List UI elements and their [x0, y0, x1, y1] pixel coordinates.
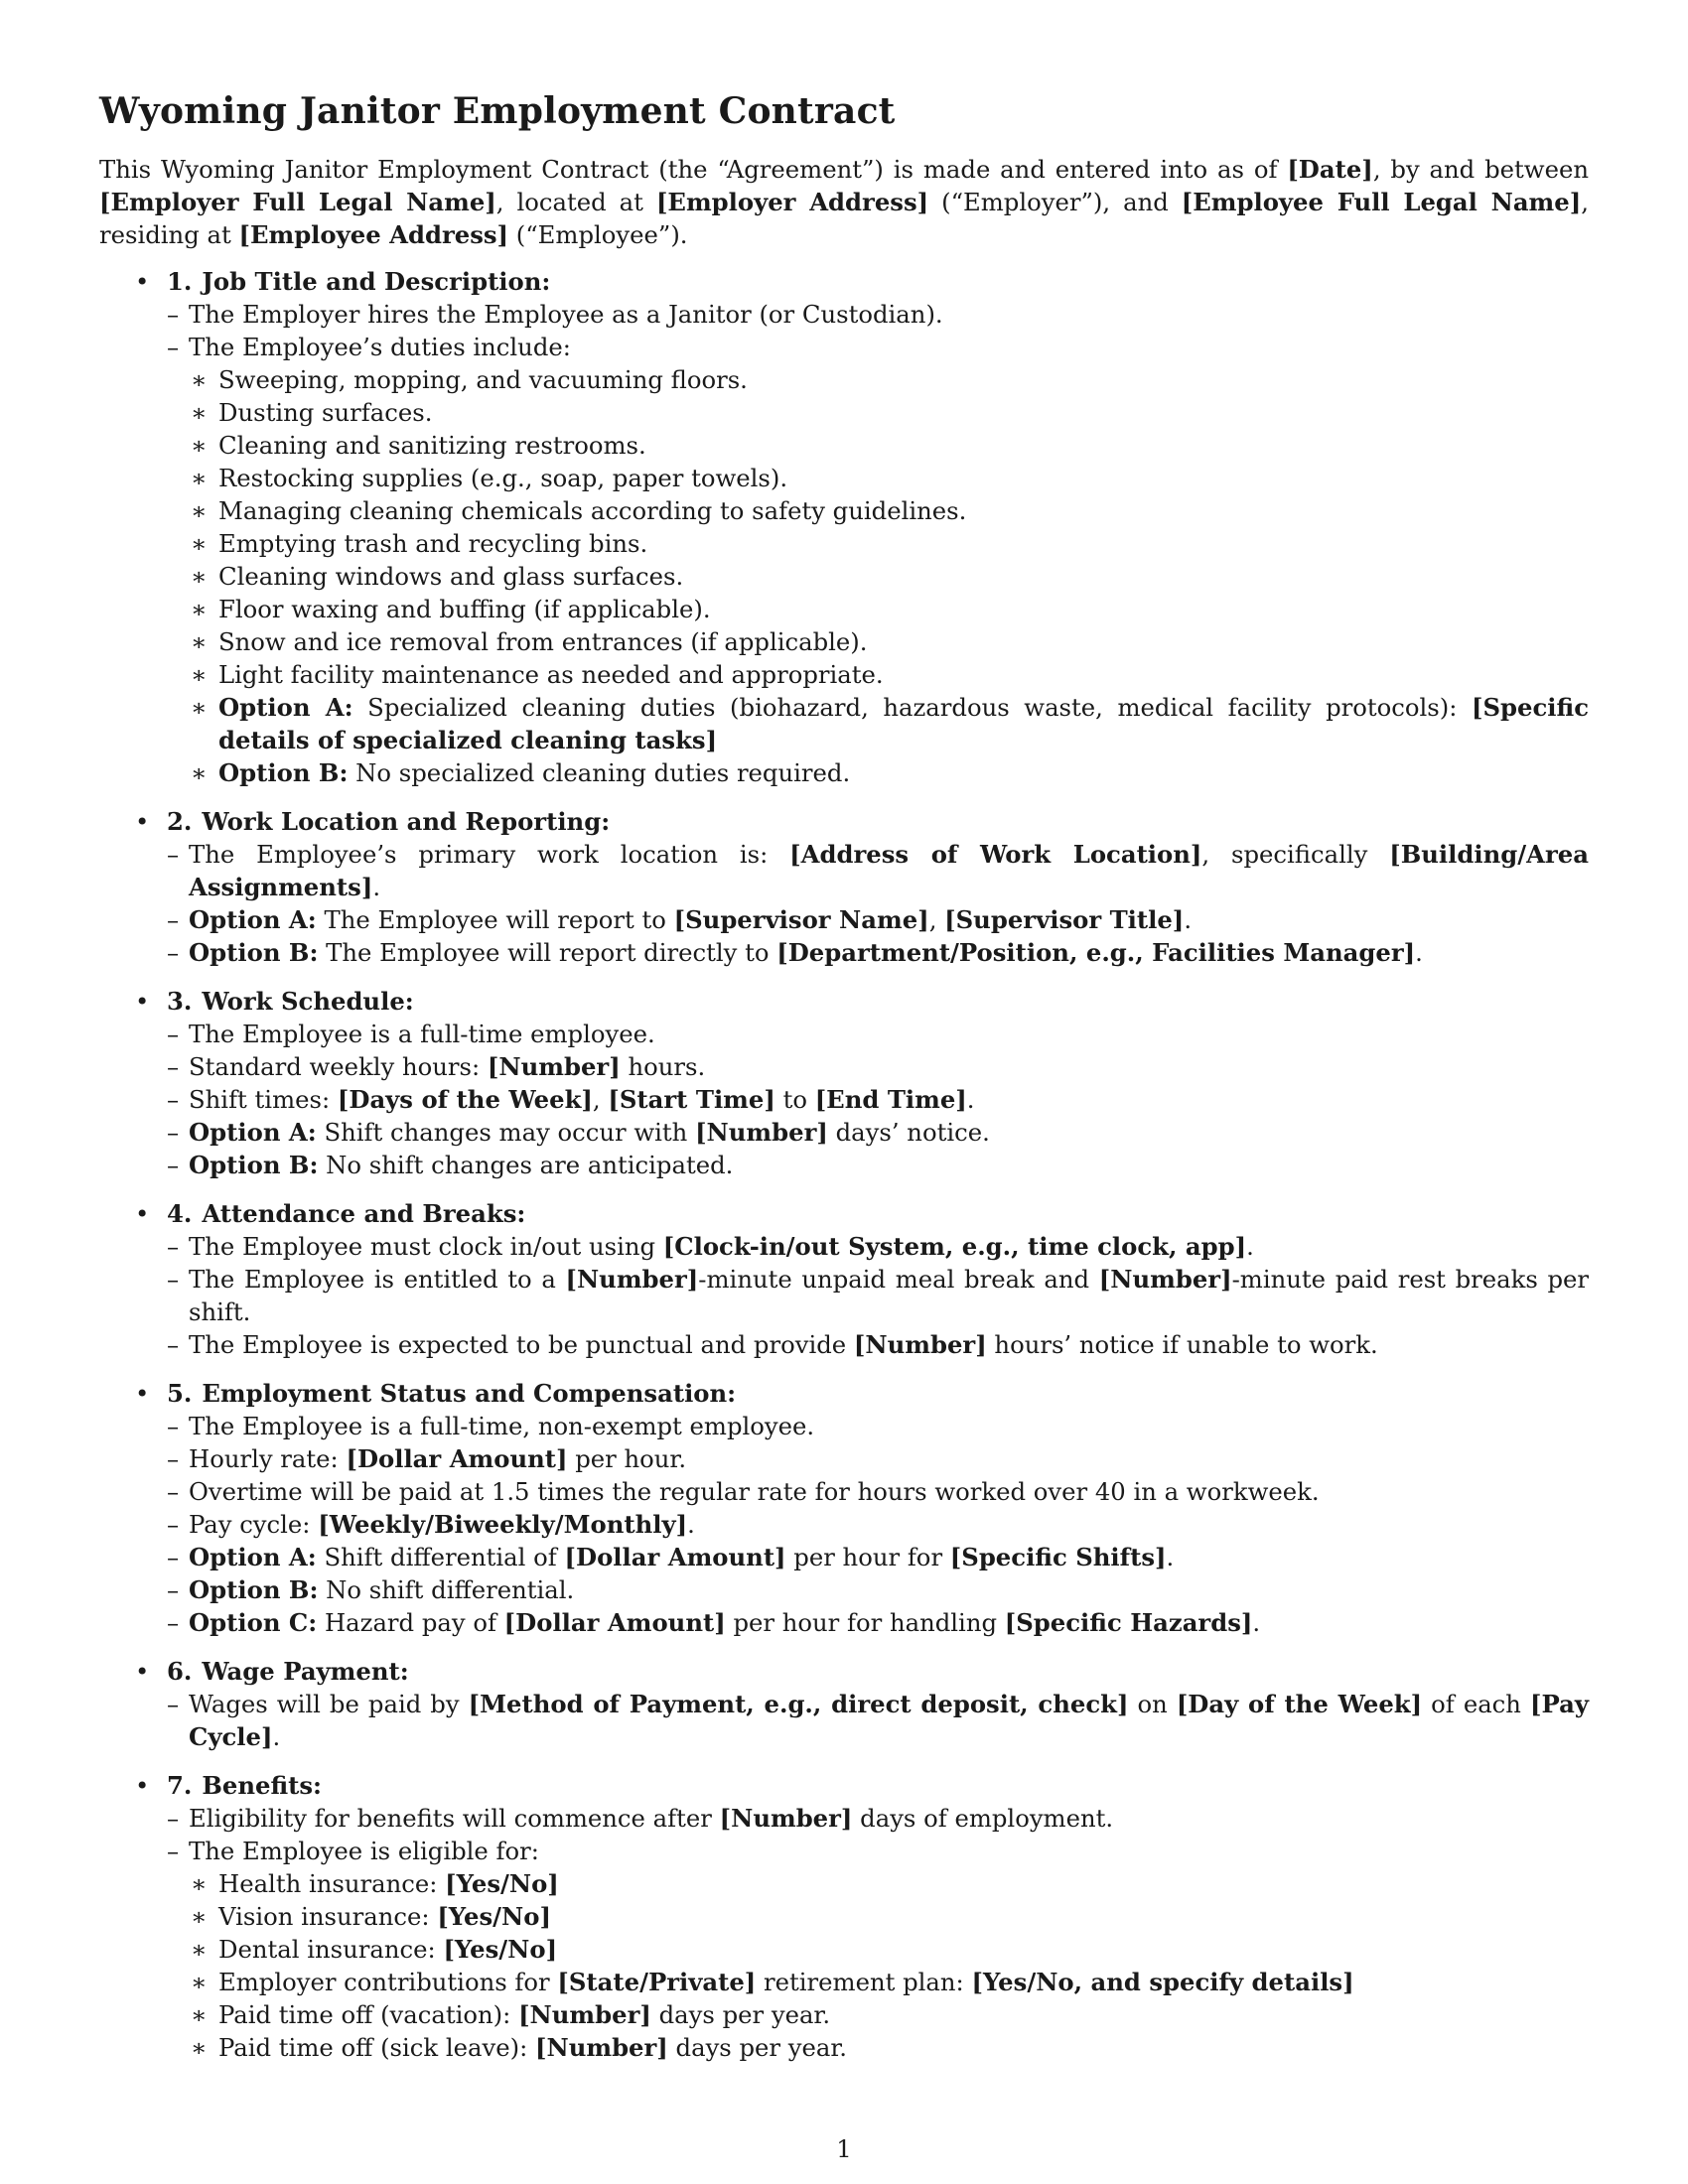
- clause-text: [189, 1050, 1589, 1083]
- clause-text: [189, 1263, 1589, 1328]
- sub-clause-item: [189, 462, 1589, 494]
- text-run: hours.: [620, 1052, 706, 1081]
- clause-text: [189, 838, 1589, 903]
- sub-clause-item: [189, 527, 1589, 560]
- sub-clause-item: [189, 560, 1589, 593]
- clause-list: [167, 1018, 1589, 1181]
- placeholder-field: Option A:: [189, 1543, 317, 1571]
- section-title: Job Title and Description:: [202, 267, 551, 296]
- placeholder-field: [Number]: [487, 1052, 621, 1081]
- text-run: .: [1252, 1608, 1261, 1637]
- text-run: .: [1166, 1543, 1175, 1571]
- placeholder-field: [Day of the Week]: [1176, 1690, 1423, 1718]
- section-heading: [167, 1655, 1589, 1688]
- text-run: The Employee is expected to be punctual and provide: [189, 1330, 854, 1359]
- placeholder-field: [Employer Full Legal Name]: [99, 188, 496, 216]
- text-run: -minute paid rest breaks per shift.: [189, 1265, 1589, 1326]
- text-run: hours’ notice if unable to work.: [986, 1330, 1378, 1359]
- text-run: Pay cycle:: [189, 1510, 319, 1539]
- text-run: The Employee is a full-time, non-exempt employee.: [189, 1412, 815, 1440]
- section-heading: [167, 1377, 1589, 1410]
- clause-text: [189, 1230, 1589, 1263]
- text-run: The Employee will report directly to: [318, 938, 777, 967]
- section-heading: [167, 1197, 1589, 1230]
- text-run: The Employee will report to: [316, 905, 674, 934]
- clause-item: [167, 1835, 1589, 2064]
- clause-item: [167, 1328, 1589, 1361]
- sub-clause-item: [189, 756, 1589, 789]
- text-run: ,: [928, 905, 945, 934]
- text-run: Vision insurance:: [218, 1902, 438, 1931]
- text-run: No shift differential.: [318, 1575, 575, 1604]
- placeholder-field: [Specific Shifts]: [949, 1543, 1167, 1571]
- contract-section: [99, 1769, 1589, 2064]
- sub-clause-item: [189, 494, 1589, 527]
- clause-text: [189, 1410, 1589, 1442]
- sub-clause-item: [189, 1966, 1589, 1998]
- clause-list: [167, 1410, 1589, 1639]
- section-title: Benefits:: [202, 1771, 323, 1800]
- sub-clause-item: [189, 1867, 1589, 1900]
- clause-item: [167, 838, 1589, 903]
- document-title: Wyoming Janitor Employment Contract: [99, 90, 896, 132]
- section-title: Wage Payment:: [202, 1657, 409, 1686]
- text-run: No shift changes are anticipated.: [318, 1151, 734, 1179]
- intro-paragraph: [99, 153, 1589, 251]
- text-run: , residing at: [99, 188, 1589, 249]
- section-number: 5.: [167, 1379, 193, 1408]
- text-run: Shift changes may occur with: [316, 1118, 696, 1147]
- text-run: The Employee is a full-time employee.: [189, 1020, 655, 1048]
- clause-list: [167, 1688, 1589, 1753]
- placeholder-field: [Yes/No]: [443, 1935, 558, 1964]
- clause-list: [167, 1802, 1589, 2064]
- text-run: .: [1184, 905, 1193, 934]
- sub-clause-list: [189, 363, 1589, 789]
- clause-item: [167, 936, 1589, 969]
- document-body: [99, 87, 1589, 2080]
- placeholder-field: [Dollar Amount]: [503, 1608, 726, 1637]
- text-run: Overtime will be paid at 1.5 times the regular rate for hours worked over 40 in a workweek.: [189, 1477, 1320, 1506]
- text-run: Specialized cleaning duties (biohazard, hazardous waste, medical facility protocols):: [352, 693, 1473, 722]
- clause-text: [189, 1541, 1589, 1573]
- clause-item: [167, 1410, 1589, 1442]
- text-run: Health insurance:: [218, 1869, 446, 1898]
- placeholder-field: [Address of Work Location]: [789, 840, 1202, 869]
- text-run: days per year.: [650, 2000, 831, 2029]
- text-run: Dusting surfaces.: [218, 398, 433, 427]
- clause-item: [167, 903, 1589, 936]
- placeholder-field: Option A:: [189, 905, 317, 934]
- clause-item: [167, 1149, 1589, 1181]
- clause-text: [189, 1688, 1589, 1753]
- text-run: The Employee’s duties include:: [189, 333, 571, 361]
- text-run: per hour for: [785, 1543, 950, 1571]
- text-run: -minute unpaid meal break and: [698, 1265, 1099, 1294]
- section-number: 1.: [167, 267, 193, 296]
- clause-text: [189, 1606, 1589, 1639]
- clause-item: [167, 1508, 1589, 1541]
- placeholder-field: [Employer Address]: [655, 188, 929, 216]
- sub-clause-item: [189, 1933, 1589, 1966]
- clause-text: [189, 903, 1589, 936]
- text-run: on: [1128, 1690, 1177, 1718]
- clause-text: [189, 1018, 1589, 1050]
- clause-text: [189, 1508, 1589, 1541]
- clause-item: [167, 298, 1589, 331]
- contract-section: [99, 805, 1589, 969]
- section-heading: [167, 1769, 1589, 1802]
- placeholder-field: [Method of Payment, e.g., direct deposit, check]: [468, 1690, 1129, 1718]
- text-run: days per year.: [667, 2033, 848, 2062]
- placeholder-field: [Days of the Week]: [337, 1085, 593, 1114]
- clause-item: [167, 1802, 1589, 1835]
- sub-clause-item: [189, 593, 1589, 625]
- section-number: 6.: [167, 1657, 193, 1686]
- clause-text: [189, 1328, 1589, 1361]
- placeholder-field: [Number]: [518, 2000, 651, 2029]
- placeholder-field: [Yes/No]: [437, 1902, 551, 1931]
- placeholder-field: [Pay Cycle]: [189, 1690, 1589, 1751]
- contract-section: [99, 1655, 1589, 1753]
- text-run: Restocking supplies (e.g., soap, paper towels).: [218, 464, 788, 492]
- section-list: [99, 265, 1589, 2064]
- text-run: .: [372, 873, 381, 901]
- section-heading: [167, 985, 1589, 1018]
- clause-item: [167, 1573, 1589, 1606]
- section-title: Attendance and Breaks:: [202, 1199, 526, 1228]
- text-run: .: [272, 1722, 281, 1751]
- placeholder-field: [Dollar Amount]: [564, 1543, 786, 1571]
- text-run: Floor waxing and buffing (if applicable).: [218, 595, 711, 623]
- clause-list: [167, 838, 1589, 969]
- placeholder-field: [State/Private]: [557, 1968, 757, 1996]
- text-run: Snow and ice removal from entrances (if applicable).: [218, 627, 868, 656]
- text-run: The Employee’s primary work location is:: [189, 840, 790, 869]
- text-run: .: [687, 1510, 695, 1539]
- clause-text: [189, 1475, 1589, 1508]
- text-run: per hour for handling: [725, 1608, 1005, 1637]
- placeholder-field: [Date]: [1287, 155, 1373, 184]
- clause-item: [167, 1475, 1589, 1508]
- clause-item: [167, 1688, 1589, 1753]
- placeholder-field: [Employee Full Legal Name]: [1181, 188, 1582, 216]
- sub-clause-list: [189, 1867, 1589, 2064]
- placeholder-field: [Specific details of specialized cleaning tasks]: [218, 693, 1589, 754]
- placeholder-field: Option C:: [189, 1608, 318, 1637]
- placeholder-field: [Department/Position, e.g., Facilities Manager]: [776, 938, 1416, 967]
- section-number: 4.: [167, 1199, 193, 1228]
- text-run: Wages will be paid by: [189, 1690, 469, 1718]
- text-run: Hourly rate:: [189, 1444, 347, 1473]
- placeholder-field: [Number]: [695, 1118, 828, 1147]
- placeholder-field: [Dollar Amount]: [346, 1444, 568, 1473]
- text-run: Cleaning and sanitizing restrooms.: [218, 431, 646, 460]
- text-run: , specifically: [1201, 840, 1390, 869]
- text-run: , located at: [495, 188, 656, 216]
- section-title: Employment Status and Compensation:: [202, 1379, 737, 1408]
- text-run: Standard weekly hours:: [189, 1052, 488, 1081]
- sub-clause-item: [189, 691, 1589, 756]
- text-run: Cleaning windows and glass surfaces.: [218, 562, 684, 591]
- page-number: 1: [836, 2134, 852, 2163]
- text-run: days’ notice.: [827, 1118, 990, 1147]
- clause-text: [189, 1083, 1589, 1116]
- sub-clause-item: [189, 625, 1589, 658]
- text-run: Sweeping, mopping, and vacuuming floors.: [218, 365, 748, 394]
- placeholder-field: Option A:: [189, 1118, 317, 1147]
- sub-clause-item: [189, 658, 1589, 691]
- placeholder-field: Option B:: [218, 758, 349, 787]
- text-run: .: [1246, 1232, 1254, 1261]
- contract-section: [99, 1197, 1589, 1361]
- text-run: Light facility maintenance as needed and appropriate.: [218, 660, 884, 689]
- text-run: Hazard pay of: [317, 1608, 504, 1637]
- text-run: .: [966, 1085, 975, 1114]
- clause-list: [167, 1230, 1589, 1361]
- placeholder-field: [Supervisor Name]: [673, 905, 929, 934]
- placeholder-field: [Specific Hazards]: [1004, 1608, 1253, 1637]
- sub-clause-item: [189, 363, 1589, 396]
- clause-item: [167, 1442, 1589, 1475]
- section-title: Work Schedule:: [202, 987, 414, 1016]
- clause-text: [189, 936, 1589, 969]
- clause-text: [189, 331, 1589, 363]
- clause-item: [167, 1230, 1589, 1263]
- placeholder-field: [Clock-in/out System, e.g., time clock, app]: [662, 1232, 1247, 1261]
- text-run: Employer contributions for: [218, 1968, 558, 1996]
- clause-text: [189, 1442, 1589, 1475]
- clause-text: [189, 1116, 1589, 1149]
- text-run: Emptying trash and recycling bins.: [218, 529, 648, 558]
- contract-section: [99, 985, 1589, 1181]
- sub-clause-item: [189, 396, 1589, 429]
- clause-text: [189, 298, 1589, 331]
- text-run: Paid time off (sick leave):: [218, 2033, 535, 2062]
- text-run: , by and between: [1372, 155, 1589, 184]
- placeholder-field: [Number]: [534, 2033, 668, 2062]
- clause-item: [167, 1018, 1589, 1050]
- text-run: (“Employer”), and: [928, 188, 1182, 216]
- placeholder-field: [Number]: [565, 1265, 699, 1294]
- placeholder-field: [End Time]: [814, 1085, 967, 1114]
- sub-clause-item: [189, 429, 1589, 462]
- text-run: Shift differential of: [316, 1543, 565, 1571]
- section-number: 3.: [167, 987, 193, 1016]
- sub-clause-item: [189, 1900, 1589, 1933]
- text-run: No specialized cleaning duties required.: [348, 758, 851, 787]
- text-run: This Wyoming Janitor Employment Contract (the “Agreement”) is made and entered into as of: [99, 155, 1288, 184]
- sub-clause-item: [189, 1998, 1589, 2031]
- placeholder-field: [Number]: [1098, 1265, 1232, 1294]
- sub-clause-item: [189, 2031, 1589, 2064]
- placeholder-field: [Employee Address]: [238, 220, 509, 249]
- clause-text: [189, 1573, 1589, 1606]
- clause-item: [167, 331, 1589, 789]
- placeholder-field: [Number]: [719, 1804, 853, 1833]
- text-run: The Employee is eligible for:: [189, 1837, 539, 1865]
- placeholder-field: [Start Time]: [608, 1085, 775, 1114]
- contract-section: [99, 1377, 1589, 1639]
- placeholder-field: [Yes/No, and specify details]: [971, 1968, 1354, 1996]
- clause-item: [167, 1263, 1589, 1328]
- placeholder-field: Option B:: [189, 1151, 319, 1179]
- placeholder-field: [Number]: [853, 1330, 987, 1359]
- clause-text: [189, 1802, 1589, 1835]
- text-run: ,: [592, 1085, 609, 1114]
- clause-item: [167, 1606, 1589, 1639]
- clause-text: [189, 1835, 1589, 1867]
- placeholder-field: [Building/Area Assignments]: [189, 840, 1589, 901]
- clause-item: [167, 1116, 1589, 1149]
- section-number: 2.: [167, 807, 193, 836]
- section-heading: [167, 265, 1589, 298]
- text-run: The Employee must clock in/out using: [189, 1232, 663, 1261]
- placeholder-field: [Weekly/Biweekly/Monthly]: [318, 1510, 688, 1539]
- text-run: The Employee is entitled to a: [189, 1265, 566, 1294]
- clause-text: [189, 1149, 1589, 1181]
- text-run: per hour.: [567, 1444, 687, 1473]
- clause-item: [167, 1083, 1589, 1116]
- section-heading: [167, 805, 1589, 838]
- text-run: Dental insurance:: [218, 1935, 444, 1964]
- placeholder-field: Option A:: [218, 693, 353, 722]
- text-run: (“Employee”).: [508, 220, 688, 249]
- text-run: to: [774, 1085, 815, 1114]
- clause-item: [167, 1541, 1589, 1573]
- text-run: Shift times:: [189, 1085, 338, 1114]
- contract-section: [99, 265, 1589, 789]
- text-run: .: [1415, 938, 1423, 967]
- text-run: of each: [1422, 1690, 1530, 1718]
- section-number: 7.: [167, 1771, 193, 1800]
- text-run: Paid time off (vacation):: [218, 2000, 519, 2029]
- text-run: days of employment.: [852, 1804, 1114, 1833]
- placeholder-field: Option B:: [189, 938, 319, 967]
- placeholder-field: Option B:: [189, 1575, 319, 1604]
- text-run: Managing cleaning chemicals according to safety guidelines.: [218, 496, 967, 525]
- section-title: Work Location and Reporting:: [202, 807, 611, 836]
- text-run: retirement plan:: [756, 1968, 972, 1996]
- clause-item: [167, 1050, 1589, 1083]
- text-run: The Employer hires the Employee as a Janitor (or Custodian).: [189, 300, 943, 329]
- placeholder-field: [Yes/No]: [445, 1869, 559, 1898]
- text-run: Eligibility for benefits will commence after: [189, 1804, 720, 1833]
- clause-list: [167, 298, 1589, 789]
- placeholder-field: [Supervisor Title]: [944, 905, 1185, 934]
